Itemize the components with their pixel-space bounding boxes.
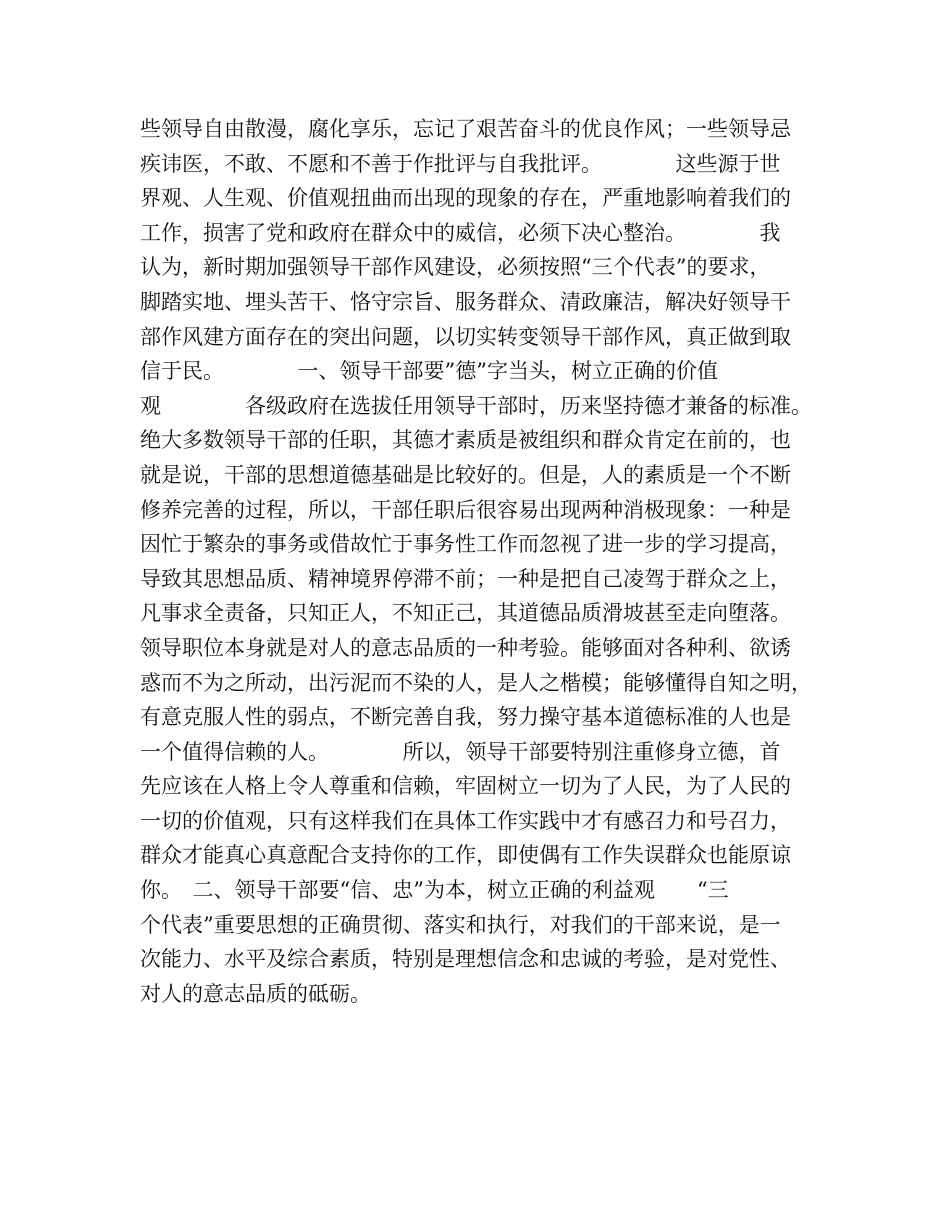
text-line: 信于民。 一、领导干部要”德”字当头，树立正确的价值	[140, 359, 718, 384]
text-line: 工作，损害了党和政府在群众中的威信，必须下决心整治。 我	[140, 220, 781, 245]
document-body-text	[140, 112, 830, 1011]
text-line: 修养完善的过程，所以，干部任职后很容易出现两种消极现象：一种是	[140, 497, 791, 522]
text-line: 部作风建方面存在的突出问题，以切实转变领导干部作风，真正做到取	[140, 324, 791, 349]
text-line: 观 各级政府在选拔任用领导干部时，历来坚持德才兼备的标准。	[140, 393, 812, 418]
text-line: 一切的价值观，只有这样我们在具体工作实践中才有感召力和号召力，	[140, 808, 791, 833]
text-line: 先应该在人格上令人尊重和信赖，牢固树立一切为了人民，为了人民的	[140, 774, 791, 799]
text-line: 认为，新时期加强领导干部作风建设，必须按照“三个代表”的要求，	[140, 255, 771, 280]
text-line: 因忙于繁杂的事务或借故忙于事务性工作而忽视了进一步的学习提高，	[140, 532, 791, 557]
text-line: 界观、人生观、价值观扭曲而出现的现象的存在，严重地影响着我们的	[140, 186, 791, 211]
text-line: 疾讳医，不敢、不愿和不善于作批评与自我批评。 这些源于世	[140, 151, 781, 176]
text-line: 脚踏实地、埋头苦干、恪守宗旨、服务群众、清政廉洁，解决好领导干	[140, 289, 791, 314]
text-line: 惑而不为之所动，出污泥而不染的人，是人之楷模；能够懂得自知之明，	[140, 670, 812, 695]
text-line: 对人的意志品质的砥砺。	[140, 981, 371, 1006]
text-line: 个代表”重要思想的正确贯彻、落实和执行，对我们的干部来说，是一	[140, 912, 781, 937]
text-line: 群众才能真心真意配合支持你的工作，即使偶有工作失误群众也能原谅	[140, 843, 791, 868]
text-line: 导致其思想品质、精神境界停滞不前；一种是把自己凌驾于群众之上，	[140, 566, 791, 591]
text-line: 领导职位本身就是对人的意志品质的一种考验。能够面对各种利、欲诱	[140, 635, 791, 660]
text-line: 你。 二、领导干部要“信、忠”为本，树立正确的利益观 “三	[140, 878, 729, 903]
text-line: 次能力、水平及综合素质，特别是理想信念和忠诚的考验，是对党性、	[140, 947, 791, 972]
text-line: 就是说，干部的思想道德基础是比较好的。但是，人的素质是一个不断	[140, 462, 791, 487]
text-line: 有意克服人性的弱点，不断完善自我，努力操守基本道德标准的人也是	[140, 705, 791, 730]
text-line: 一个值得信赖的人。 所以，领导干部要特别注重修身立德，首	[140, 739, 781, 764]
text-line: 凡事求全责备，只知正人，不知正己，其道德品质滑坡甚至走向堕落。	[140, 601, 791, 626]
text-line: 绝大多数领导干部的任职，其德才素质是被组织和群众肯定在前的，也	[140, 428, 791, 453]
text-line: 些领导自由散漫，腐化享乐，忘记了艰苦奋斗的优良作风；一些领导忌	[140, 117, 791, 141]
